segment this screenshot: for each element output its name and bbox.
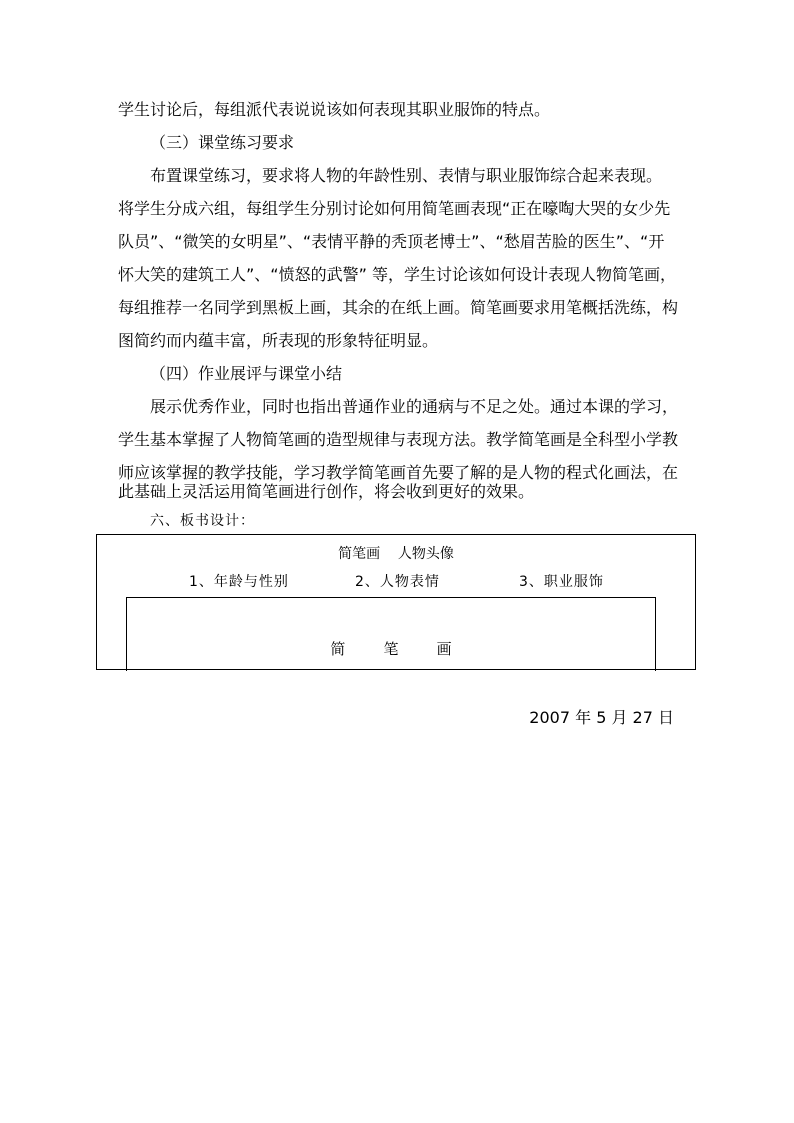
board-design-caption: 六、板书设计：	[150, 513, 255, 529]
paragraph-line-1: 学生讨论后，每组派代表说说该如何表现其职业服饰的特点。	[118, 100, 551, 119]
paragraph-line-4: 将学生分成六组，每组学生分别讨论如何用简笔画表现“正在嚎啕大哭的女少先	[118, 199, 671, 218]
paragraph-line-6: 怀大笑的建筑工人”、“愤怒的武警” 等，学生讨论该如何设计表现人物简笔画，	[118, 265, 676, 284]
paragraph-line-11: 学生基本掌握了人物简笔画的造型规律与表现方法。教学简笔画是全科型小学教	[118, 430, 679, 449]
paragraph-line-13: 此基础上灵活运用简笔画进行创作，将会收到更好的效果。	[118, 482, 535, 501]
board-item-age-gender: 1、年龄与性别	[189, 574, 289, 590]
paragraph-line-12: 师应该掌握的教学技能，学习教学简笔画首先要了解的是人物的程式化画法，在	[118, 463, 679, 482]
section-heading-4: （四）作业展评与课堂小结	[150, 364, 343, 383]
board-items-row	[97, 573, 695, 591]
paragraph-line-3: 布置课堂练习，要求将人物的年龄性别、表情与职业服饰综合起来表现。	[150, 166, 663, 185]
paragraph-line-8: 图简约而内蕴丰富，所表现的形象特征明显。	[118, 331, 439, 350]
paragraph-line-10: 展示优秀作业，同时也指出普通作业的通病与不足之处。通过本课的学习，	[150, 397, 679, 416]
document-date: 2007 年 5 月 27 日	[529, 708, 674, 727]
board-item-costume: 3、职业服饰	[519, 574, 604, 590]
board-inner-text: 简 笔 画	[330, 640, 452, 658]
paragraph-line-5: 队员”、“微笑的女明星”、“表情平静的秃顶老博士”、“愁眉苦脸的医生”、“开	[118, 232, 665, 251]
section-heading-3: （三）课堂练习要求	[150, 133, 295, 152]
board-design-frame	[96, 534, 696, 670]
board-inner-box	[126, 597, 656, 671]
paragraph-line-7: 每组推荐一名同学到黑板上画，其余的在纸上画。简笔画要求用笔概括洗练，构	[118, 298, 679, 317]
board-item-expression: 2、人物表情	[355, 574, 440, 590]
board-title: 简笔画 人物头像	[338, 546, 454, 562]
